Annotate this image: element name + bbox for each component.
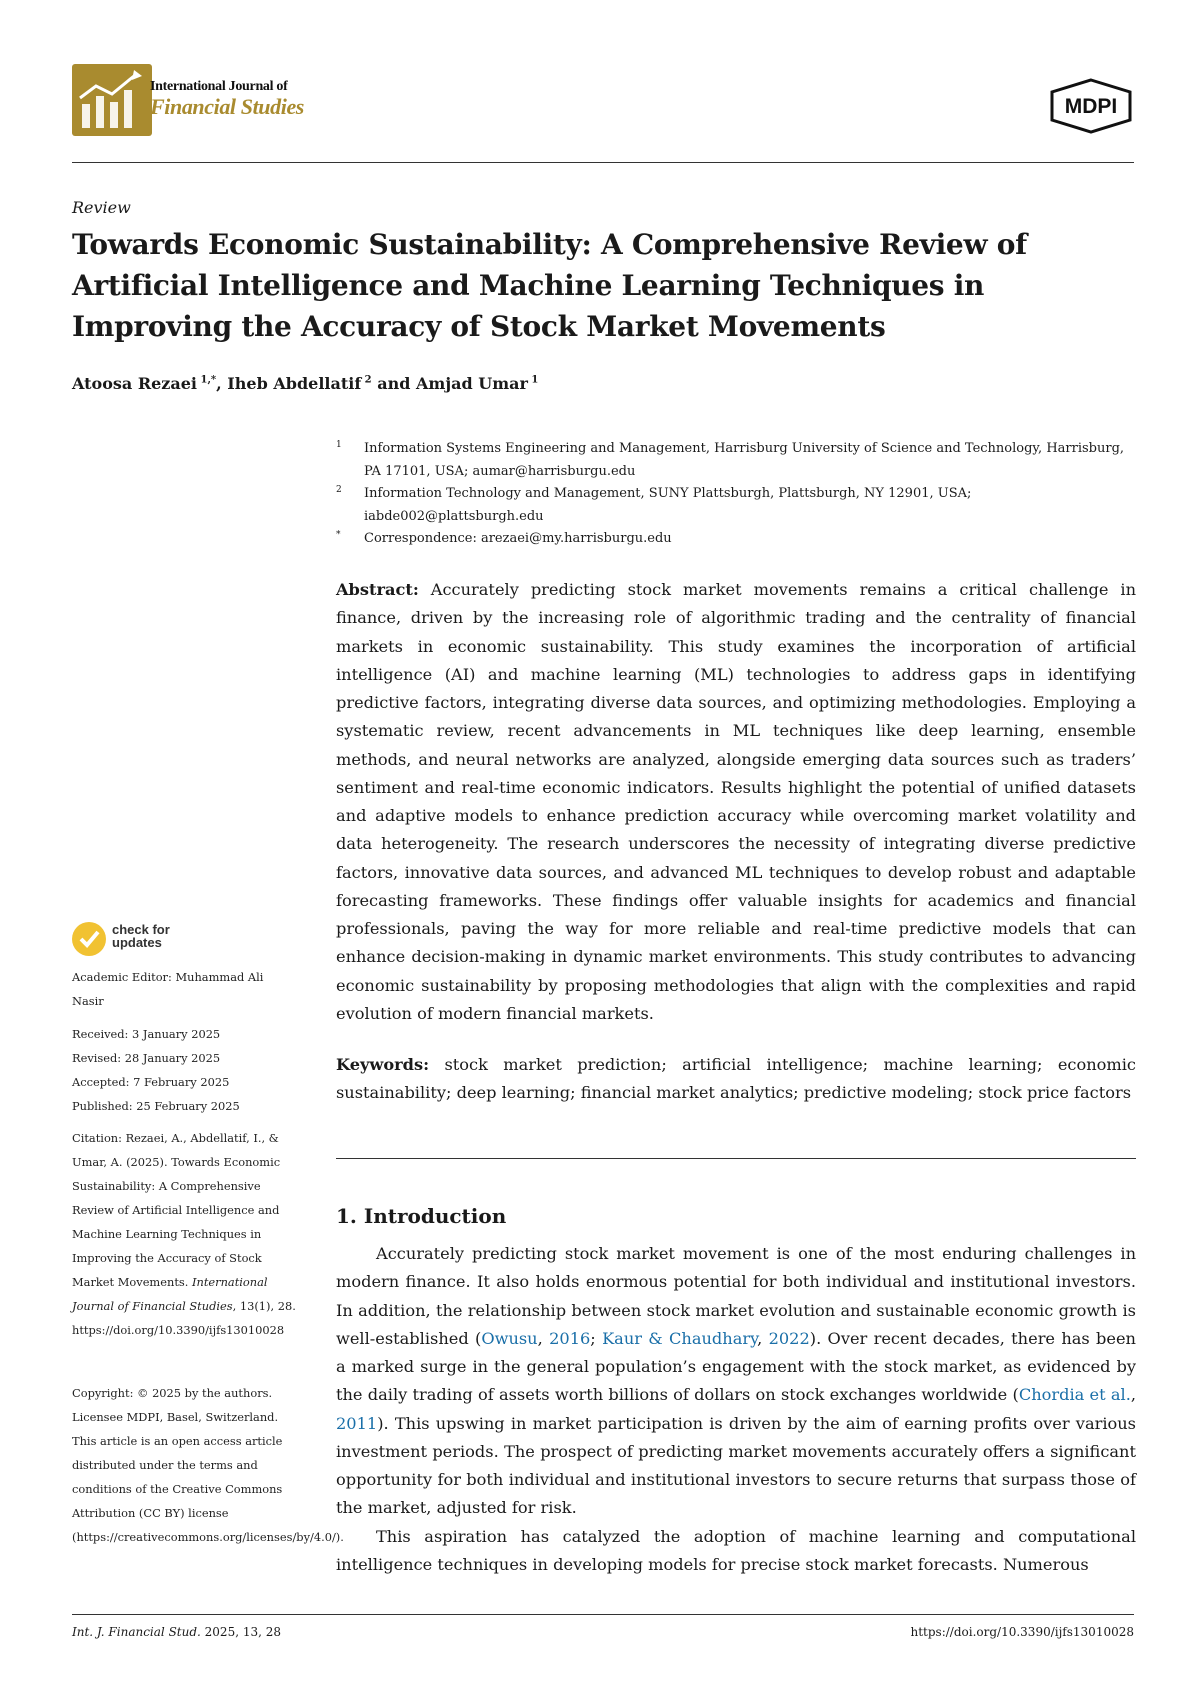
check-label-line1: check for: [112, 922, 170, 937]
citation-link[interactable]: 2016: [549, 1328, 591, 1348]
affiliation-item: [336, 438, 1136, 483]
affiliation-mark: 2: [336, 485, 342, 495]
article-type: Review: [72, 198, 131, 217]
affiliations: [336, 438, 1136, 551]
affiliation-text: Correspondence: arezaei@my.harrisburgu.edu: [364, 531, 672, 546]
section-heading: 1. Introduction: [336, 1204, 507, 1228]
abstract-label: Abstract:: [336, 580, 419, 599]
mdpi-logo-icon: [1048, 78, 1134, 134]
citation-link[interactable]: Kaur & Chaudhary: [602, 1328, 758, 1348]
academic-editor: Academic Editor: Muhammad Ali Nasir: [72, 970, 264, 1008]
affiliation-item: [336, 483, 1136, 528]
abstract: [336, 576, 1136, 1028]
paragraph-text: ,: [757, 1328, 769, 1348]
published-date: Published: 25 February 2025: [72, 1099, 240, 1113]
article-title: Towards Economic Sustainability: A Comprehensive Review of Artificial Intelligence and Machine Learning Techniques in Improving the Accuracy of Stock Market Movements: [72, 228, 1027, 343]
journal-logo-icon: [72, 64, 152, 136]
copyright-notice: Copyright: © 2025 by the authors. Licensee MDPI, Basel, Switzerland. This article is an open access article distributed under the terms and conditions of the Creative Commons Attribution (CC BY) license (https://creativecommons.org/licenses/by/4.0/).: [72, 1386, 344, 1544]
citation-link[interactable]: 2022: [768, 1328, 810, 1348]
author-affiliation-mark: 1: [527, 374, 539, 386]
journal-name: [150, 80, 304, 118]
paragraph-text: ,: [537, 1328, 550, 1348]
check-label-line2: updates: [112, 935, 162, 950]
received-date: Received: 3 January 2025: [72, 1027, 221, 1041]
author-list: [72, 374, 538, 393]
affiliation-mark: *: [336, 530, 341, 540]
citation-link[interactable]: Chordia et al.: [1018, 1385, 1131, 1405]
check-for-updates-button[interactable]: [72, 918, 212, 962]
journal-name-line1: International Journal of: [150, 79, 288, 94]
author-separator: and: [371, 374, 416, 393]
revised-date: Revised: 28 January 2025: [72, 1051, 221, 1065]
paragraph-text: ;: [590, 1328, 603, 1348]
journal-name-line2: Financial Studies: [150, 94, 304, 119]
header-divider: [72, 162, 1134, 163]
affiliation-text: Information Systems Engineering and Management, Harrisburg University of Science and Technology, Harrisburg, PA 17101, USA; aumar@harrisburgu.edu: [364, 441, 1125, 479]
citation-text: Citation: Rezaei, A., Abdellatif, I., & Umar, A. (2025). Towards Economic Sustainability: A Comprehensive Review of Artificial Intelligence and Machine Learning Techniques in Improving the Accuracy of Stock Market Movements.: [72, 1131, 281, 1289]
section-divider: [336, 1158, 1136, 1159]
citation-link[interactable]: Owusu: [481, 1328, 538, 1348]
author-name: Atoosa Rezaei: [72, 374, 197, 393]
author-separator: ,: [216, 374, 228, 393]
publication-dates: [72, 1022, 296, 1118]
author-name: Iheb Abdellatif: [227, 374, 362, 393]
keywords-label: Keywords:: [336, 1055, 430, 1074]
publisher-name: MDPI: [1064, 95, 1118, 118]
paragraph-text: ,: [1130, 1385, 1136, 1405]
citation-rest: , 13(1), 28. https://doi.org/10.3390/ijfs13010028: [72, 1299, 296, 1337]
paragraph-text: ). This upswing in market participation is driven by the aim of earning profits over various investment periods. The prospect of predicting market movements accurately offers a significant opportunity for both individual and institutional investors to secure returns that surpass those of the market, adjusted for risk.: [336, 1413, 1136, 1518]
check-icon: [72, 922, 106, 956]
intro-section: [336, 1240, 1136, 1579]
intro-paragraph-1: [336, 1240, 1136, 1523]
keywords: [336, 1051, 1136, 1108]
footer-divider: [72, 1614, 1134, 1615]
intro-paragraph-2: This aspiration has catalyzed the adoption of machine learning and computational intelligence techniques in developing models for precise stock market forecasts. Numerous: [336, 1526, 1136, 1574]
author-affiliation-mark: 1,*: [197, 374, 217, 386]
affiliation-mark: 1: [336, 440, 342, 450]
affiliation-item: [336, 528, 1136, 551]
author-affiliation-mark: 2: [361, 374, 372, 386]
footer-journal: Int. J. Financial Stud.: [72, 1625, 201, 1639]
footer-volume: 2025, 13, 28: [200, 1625, 281, 1639]
accepted-date: Accepted: 7 February 2025: [72, 1075, 230, 1089]
paragraph-text: ). Over recent decades, there has been a marked surge in the general population’s engagement with the stock market, as evidenced by the daily trading of assets worth billions of dollars on stock exchanges worldwide (: [336, 1328, 1136, 1405]
citation-link[interactable]: 2011: [336, 1413, 378, 1433]
abstract-text: Accurately predicting stock market movements remains a critical challenge in finance, driven by the increasing role of algorithmic trading and the centrality of financial markets in economic sustainability. This study examines the incorporation of artificial intelligence (AI) and machine learning (ML) technologies to address gaps in identifying predictive factors, integrating diverse data sources, and optimizing methodologies. Employing a systematic review, recent advancements in ML techniques like deep learning, ensemble methods, and neural networks are analyzed, alongside emerging data sources such as traders’ sentiment and real-time economic indicators. Results highlight the potential of unified datasets and adaptive models to enhance prediction accuracy while overcoming market volatility and data heterogeneity. The research underscores the necessity of integrating diverse predictive factors, innovative data sources, and advanced ML techniques to develop robust and adaptable forecasting frameworks. These findings offer valuable insights for academics and financial professionals, paving the way for more reliable and real-time predictive models that can enhance decision-making in dynamic market environments. This study contributes to advancing economic sustainability by proposing methodologies that align with the complexities and rapid evolution of modern financial markets.: [336, 580, 1136, 1023]
affiliation-text: Information Technology and Management, SUNY Plattsburgh, Plattsburgh, NY 12901, USA; iabde002@plattsburgh.edu: [364, 486, 972, 524]
paragraph-text: Accurately predicting stock market movement is one of the most enduring challenges in modern finance. It also holds enormous potential for both individual and institutional investors. In addition, the relationship between stock market evolution and sustainable economic growth is well-established (: [336, 1244, 1136, 1348]
footer-citation: [72, 1625, 281, 1639]
keywords-text: stock market prediction; artificial intelligence; machine learning; economic sustainability; deep learning; financial market analytics; predictive modeling; stock price factors: [336, 1055, 1136, 1103]
citation: [72, 1126, 296, 1342]
author-name: Amjad Umar: [415, 374, 528, 393]
footer-doi-link[interactable]: https://doi.org/10.3390/ijfs13010028: [910, 1625, 1134, 1639]
check-for-updates-label: [112, 923, 170, 949]
citation-journal: International Journal of Financial Studies: [72, 1275, 268, 1313]
